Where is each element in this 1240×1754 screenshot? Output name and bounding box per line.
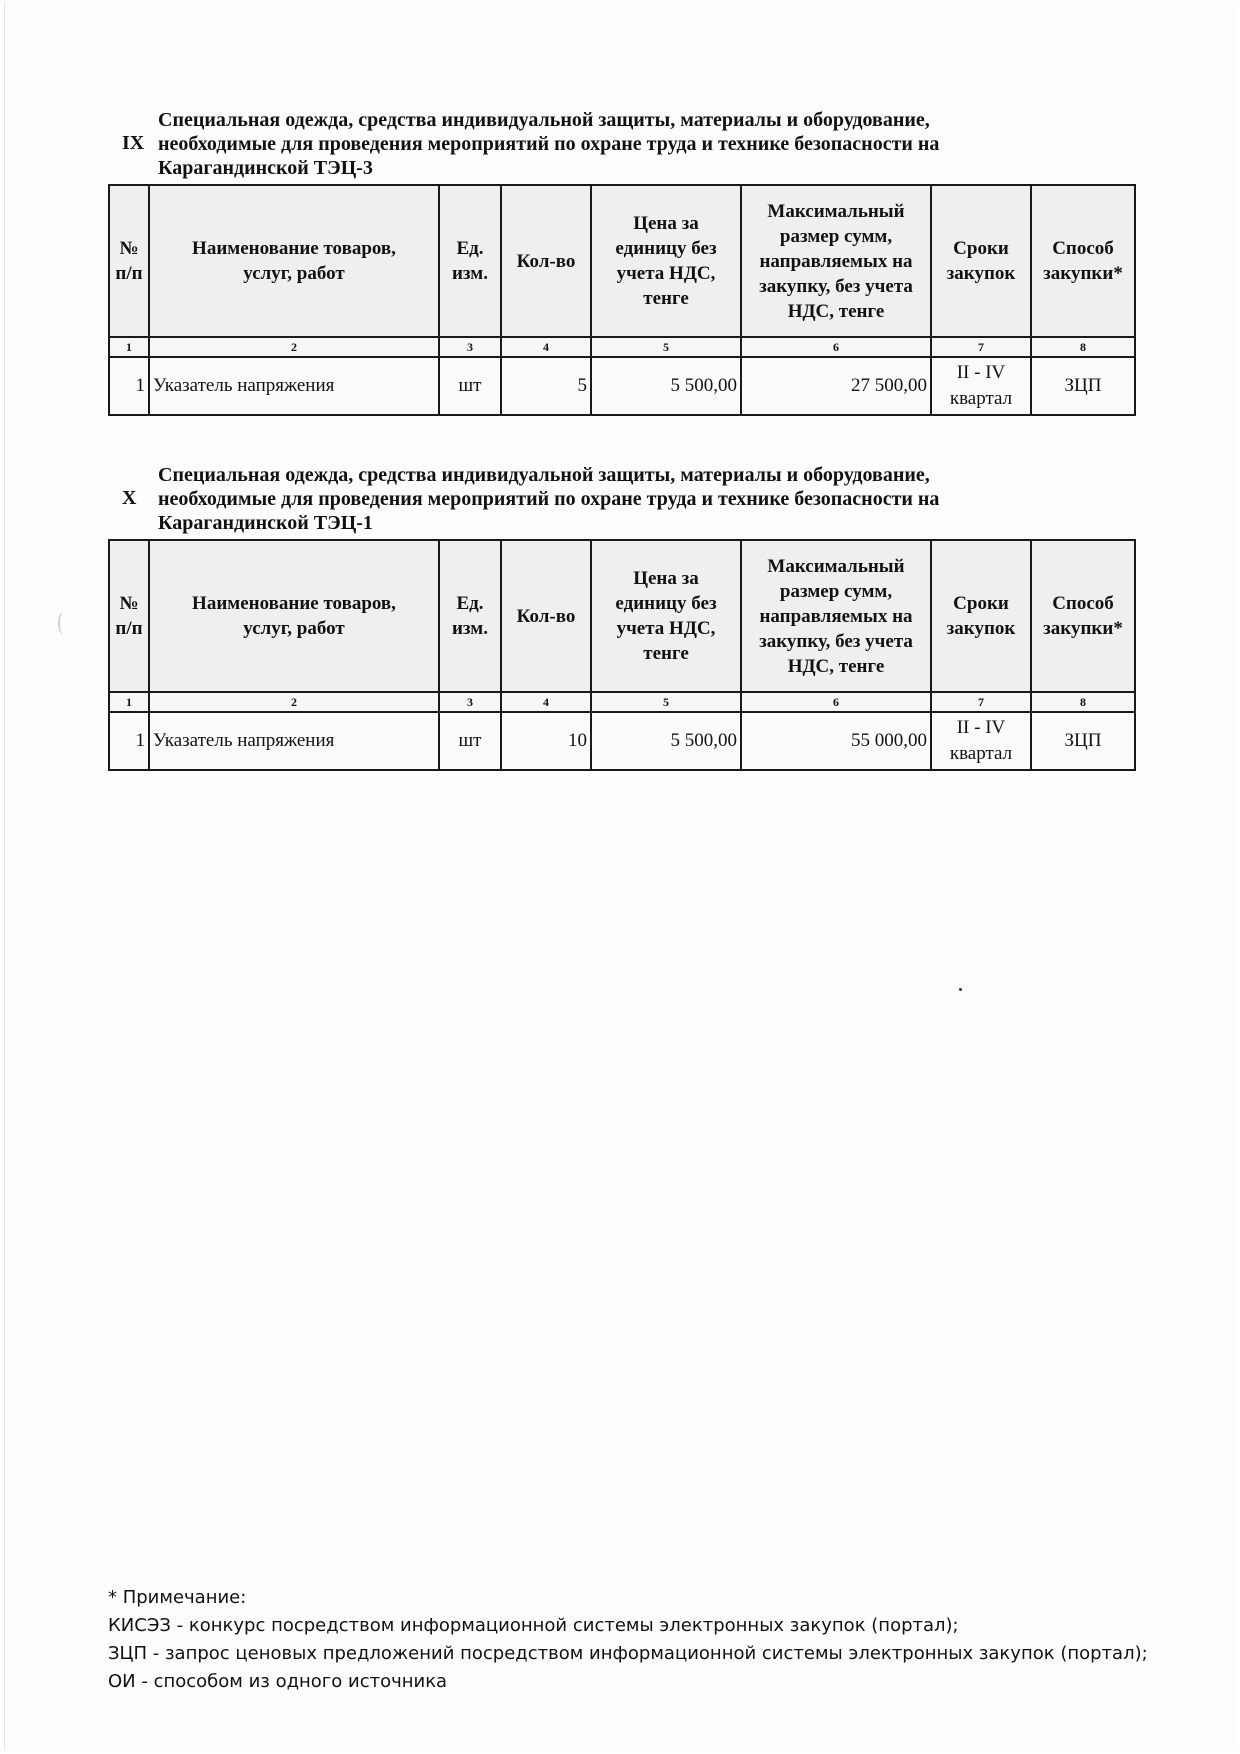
cell-price: 5 500,00 — [591, 357, 741, 415]
header-qty: Кол-во — [501, 540, 591, 692]
header-price: Цена за единицу без учета НДС, тенге — [591, 540, 741, 692]
cell-unit: шт — [439, 712, 501, 770]
cell-price: 5 500,00 — [591, 712, 741, 770]
table-row — [109, 357, 1135, 415]
header-price: Цена за единицу без учета НДС, тенге — [591, 185, 741, 337]
header-method: Способ закупки* — [1031, 185, 1135, 337]
header-term: Сроки закупок — [931, 185, 1031, 337]
procurement-table — [108, 184, 1136, 416]
section-ix — [108, 108, 1136, 416]
header-name: Наименование товаров, услуг, работ — [149, 185, 439, 337]
header-max-sum: Максимальный размер сумм, направляемых на закупку, без учета НДС, тенге — [741, 185, 931, 337]
cell-method: ЗЦП — [1031, 357, 1135, 415]
cell-term: II - IV квартал — [931, 712, 1031, 770]
header-name: Наименование товаров, услуг, работ — [149, 540, 439, 692]
section-title: Специальная одежда, средства индивидуальной защиты, материалы и оборудование, необходимые для проведения мероприятий по охране труда и технике безопасности на Карагандинской ТЭЦ-1 — [158, 464, 940, 534]
footnote-line: ОИ - способом из одного источника — [108, 1671, 448, 1692]
footnote-line: КИСЭЗ - конкурс посредством информационной системы электронных закупок (портал); — [108, 1615, 959, 1636]
header-row — [109, 540, 1135, 692]
header-max-sum: Максимальный размер сумм, направляемых на закупку, без учета НДС, тенге — [741, 540, 931, 692]
section-x — [108, 463, 1136, 771]
cell-unit: шт — [439, 357, 501, 415]
cell-qty: 5 — [501, 357, 591, 415]
header-num: № п/п — [109, 185, 149, 337]
header-unit: Ед. изм. — [439, 540, 501, 692]
header-term: Сроки закупок — [931, 540, 1031, 692]
header-num: № п/п — [109, 540, 149, 692]
cell-total: 55 000,00 — [741, 712, 931, 770]
cell-name: Указатель напряжения — [149, 357, 439, 415]
footnote-line: ЗЦП - запрос ценовых предложений посредством информационной системы электронных закупок (портал); — [108, 1643, 1148, 1664]
header-unit: Ед. изм. — [439, 185, 501, 337]
cell-qty: 10 — [501, 712, 591, 770]
column-number-row: 1 2 3 4 5 6 7 8 — [109, 692, 1135, 712]
header-qty: Кол-во — [501, 185, 591, 337]
cell-term: II - IV квартал — [931, 357, 1031, 415]
section-numeral: X — [122, 487, 137, 509]
footnote-heading: * Примечание: — [108, 1587, 247, 1608]
section-title: Специальная одежда, средства индивидуальной защиты, материалы и оборудование, необходимые для проведения мероприятий по охране труда и технике безопасности на Карагандинской ТЭЦ-3 — [158, 109, 940, 179]
cell-num: 1 — [109, 357, 149, 415]
cell-total: 27 500,00 — [741, 357, 931, 415]
section-numeral: IX — [122, 132, 145, 154]
punch-hole-mark — [58, 612, 68, 634]
cell-method: ЗЦП — [1031, 712, 1135, 770]
table-row — [109, 712, 1135, 770]
header-row — [109, 185, 1135, 337]
cell-num: 1 — [109, 712, 149, 770]
procurement-table — [108, 539, 1136, 771]
footnote — [108, 1584, 1148, 1696]
column-number-row: 1 2 3 4 5 6 7 8 — [109, 337, 1135, 357]
scan-speck — [959, 988, 962, 991]
header-method: Способ закупки* — [1031, 540, 1135, 692]
cell-name: Указатель напряжения — [149, 712, 439, 770]
